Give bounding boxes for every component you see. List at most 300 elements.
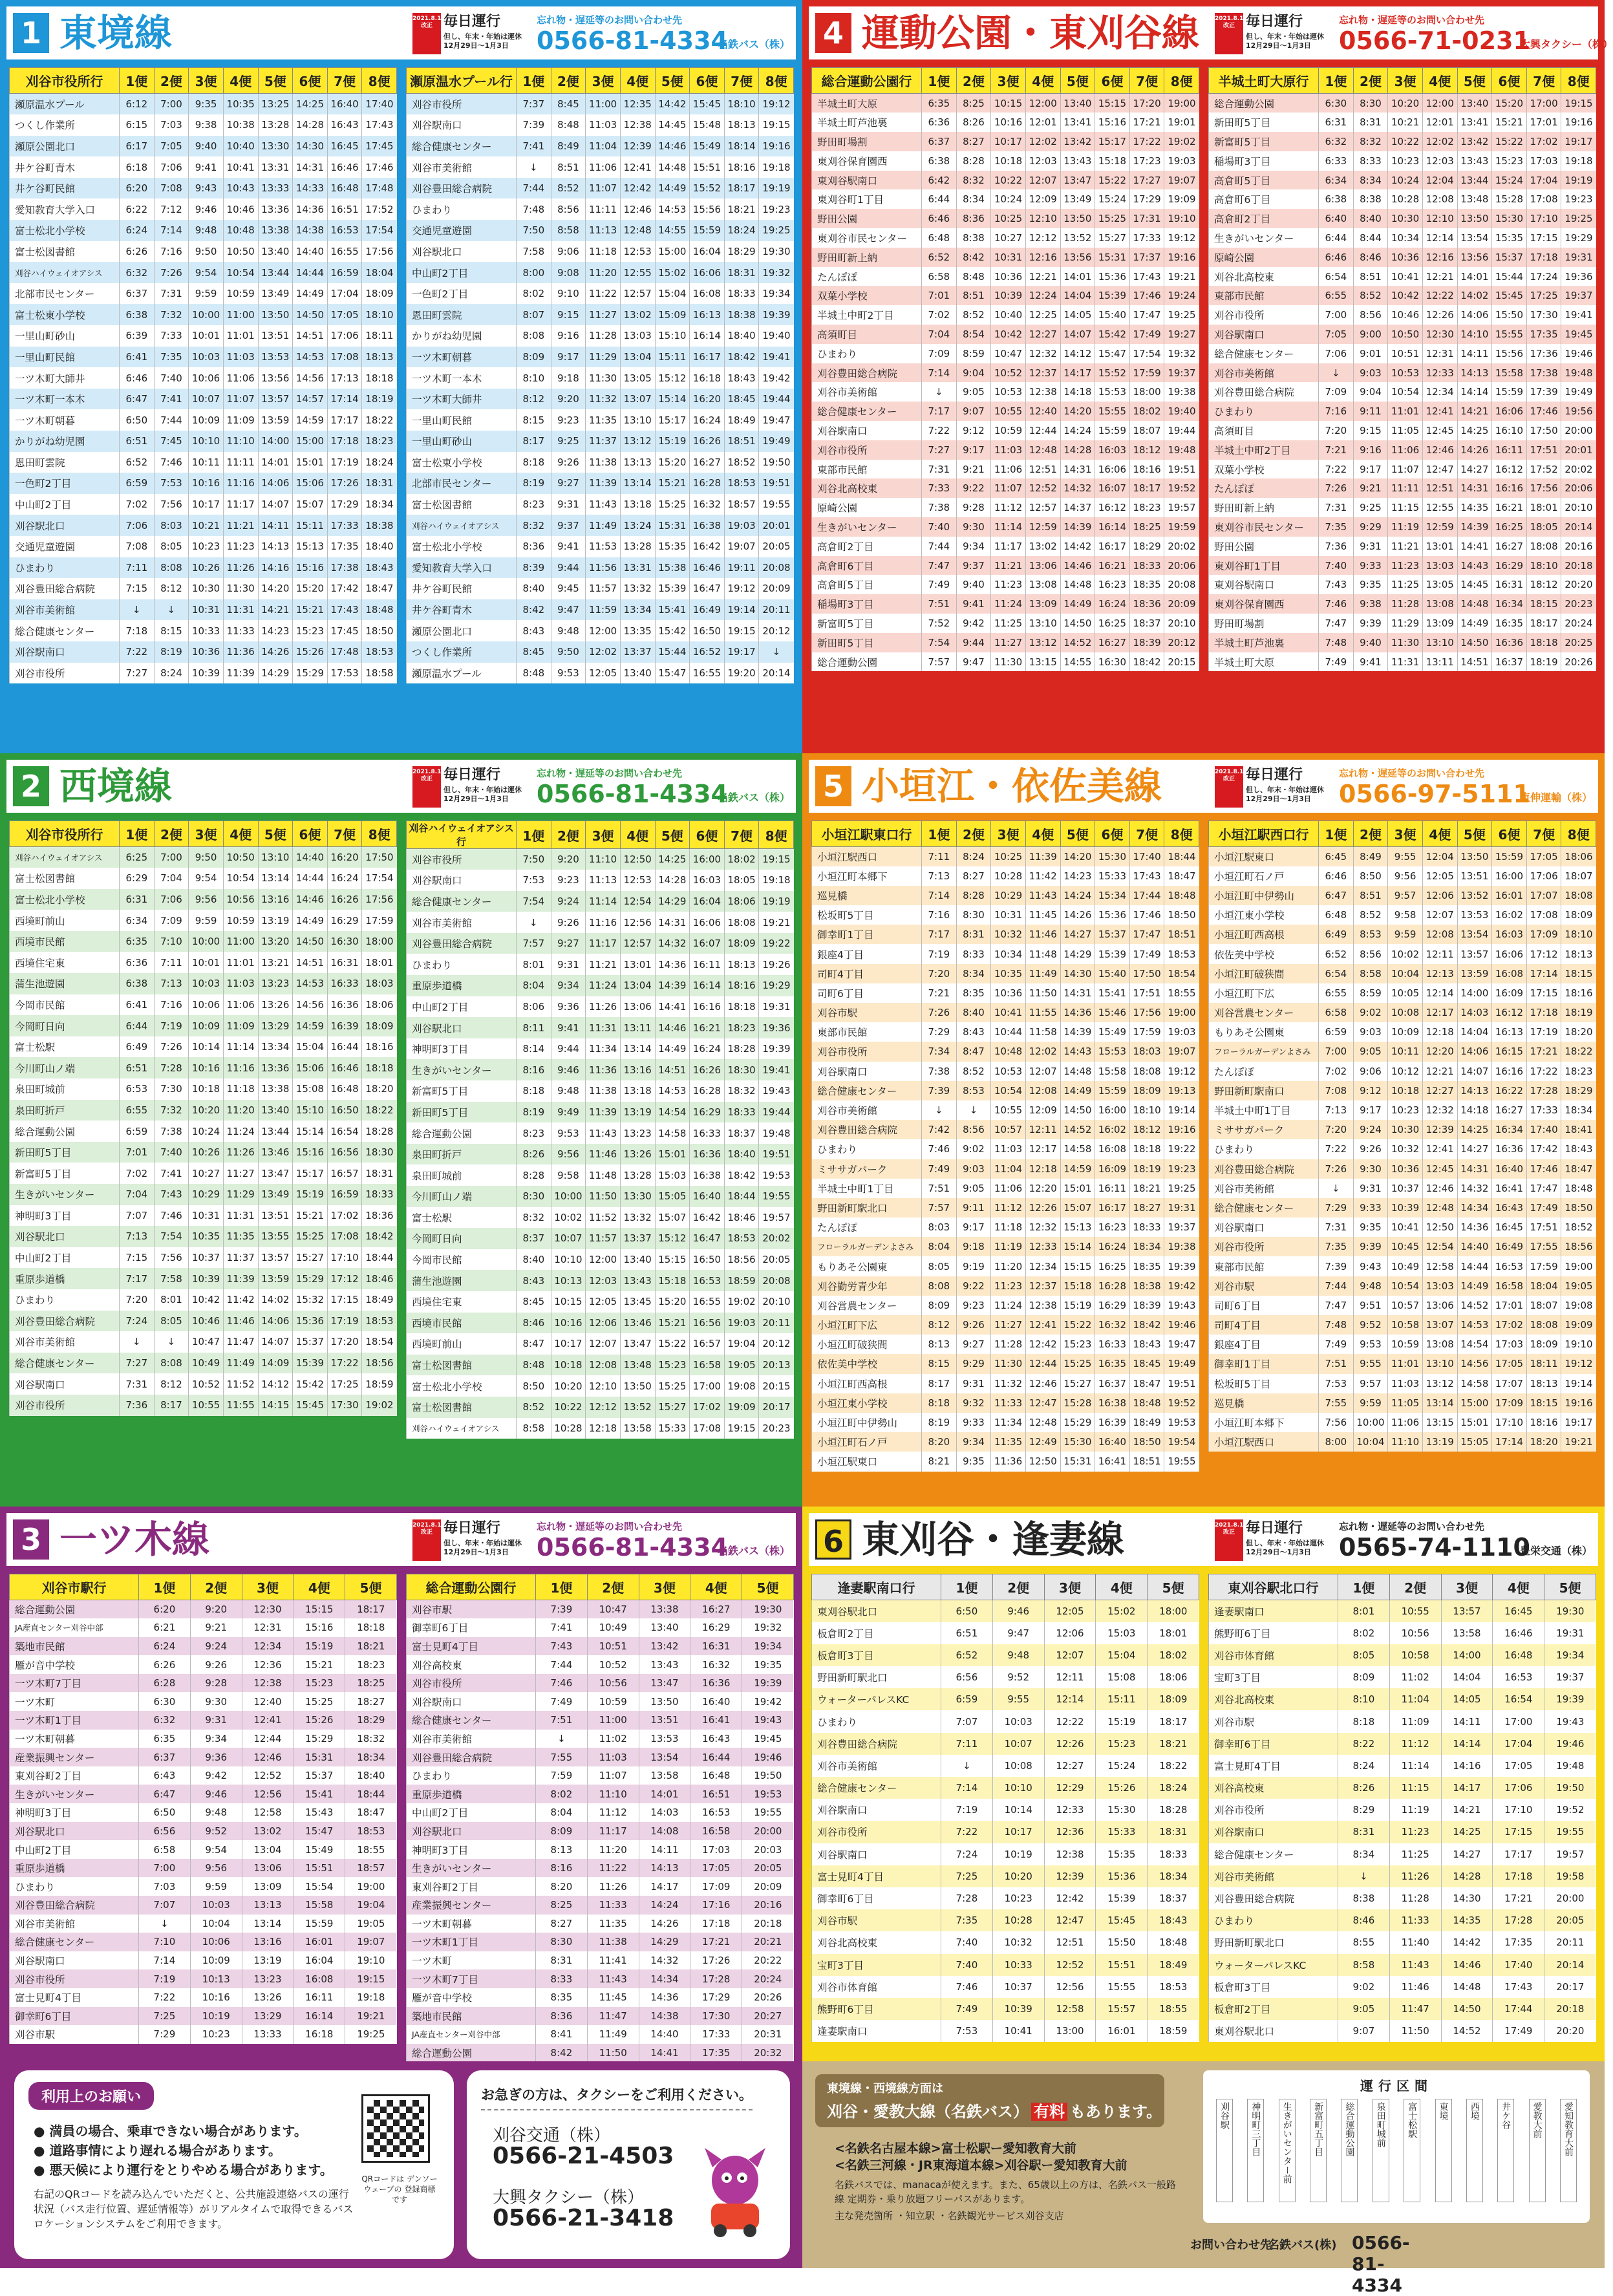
departure-time: 16:38: [690, 1164, 725, 1186]
taxi-phone-1: 0566-21-4503: [493, 2143, 674, 2169]
stop-name: 総合運動公園: [407, 2044, 536, 2063]
departure-time: 18:00: [1148, 1600, 1199, 1622]
departure-time: 12:41: [1025, 1315, 1060, 1335]
line-number: 6: [815, 1519, 851, 1560]
stop-row: [407, 1270, 794, 1291]
departure-time: 8:58: [551, 220, 586, 241]
departure-time: 7:43: [1319, 575, 1354, 594]
departure-time: 15:25: [655, 494, 690, 515]
departure-time: 17:10: [1526, 209, 1561, 228]
departure-time: 10:55: [189, 1395, 224, 1416]
stop-name: 刈谷市役所: [1209, 305, 1319, 325]
departure-time: 16:04: [294, 1951, 345, 1970]
departure-time: 15:15: [655, 1249, 690, 1271]
departure-time: 15:51: [690, 156, 725, 178]
departure-time: 8:06: [517, 996, 551, 1018]
departure-time: 17:33: [327, 515, 362, 536]
departure-time: 12:16: [1422, 248, 1457, 267]
departure-time: 10:38: [223, 114, 258, 136]
departure-time: 7:03: [139, 1877, 191, 1896]
departure-time: 13:40: [639, 1618, 690, 1637]
departure-time: 20:05: [759, 1249, 794, 1271]
trip-header: 2便: [587, 1574, 639, 1600]
stop-row: [10, 494, 397, 515]
trip-header: 4便: [1025, 821, 1060, 847]
timetable-inbound: [1208, 821, 1596, 1452]
departure-time: 7:38: [154, 1121, 189, 1142]
departure-time: 17:46: [1129, 286, 1164, 305]
stop-name: 総合健康センター: [1209, 344, 1319, 363]
departure-time: 15:59: [1095, 1081, 1130, 1100]
departure-time: 15:22: [1492, 132, 1527, 151]
departure-time: 15:39: [1095, 286, 1130, 305]
departure-time: 18:56: [1561, 1237, 1596, 1256]
departure-time: 13:34: [620, 599, 655, 621]
departure-time: 10:31: [991, 248, 1026, 267]
departure-time: ↓: [120, 599, 155, 621]
departure-time: 20:18: [742, 1915, 794, 1933]
departure-time: 13:49: [258, 1184, 293, 1205]
departure-time: 16:20: [690, 389, 725, 410]
departure-time: 16:34: [1492, 594, 1527, 614]
stop-row: [1209, 1622, 1596, 1644]
departure-time: 12:32: [1422, 1100, 1457, 1120]
stop-row: [10, 1163, 397, 1184]
departure-time: 16:24: [327, 868, 362, 889]
departure-time: 8:36: [517, 536, 551, 557]
departure-time: 14:10: [1457, 325, 1492, 344]
departure-time: 14:53: [293, 347, 328, 368]
stop-row: [407, 409, 794, 431]
departure-time: 10:28: [1388, 189, 1423, 209]
departure-time: 11:55: [1025, 1003, 1060, 1022]
departure-time: 6:29: [120, 868, 155, 889]
departure-time: 15:31: [655, 515, 690, 536]
departure-time: 13:43: [639, 1655, 690, 1674]
stop-name: 一色町2丁目: [10, 473, 120, 494]
departure-time: 17:48: [327, 641, 362, 663]
departure-time: 18:37: [1129, 614, 1164, 633]
stop-row: [407, 1655, 794, 1674]
departure-time: 8:56: [1353, 944, 1388, 963]
departure-time: 9:07: [1338, 2020, 1390, 2042]
departure-time: 8:32: [517, 515, 551, 536]
stop-name: 小垣江町本郷下: [812, 866, 922, 886]
contact-phone: 0566-81-4334: [1352, 2232, 1410, 2296]
departure-time: 7:33: [154, 325, 189, 347]
stop-name: 重原歩道橋: [10, 1268, 120, 1289]
departure-time: 19:37: [1164, 1218, 1199, 1237]
revision-date: 2021.8.1 改正: [1215, 1519, 1243, 1561]
departure-time: 8:23: [517, 494, 551, 515]
departure-time: 8:19: [517, 1102, 551, 1123]
departure-time: 15:47: [655, 663, 690, 684]
departure-time: 8:48: [956, 267, 991, 286]
departure-time: 12:40: [1025, 402, 1060, 421]
departure-time: 10:18: [551, 1355, 586, 1376]
trip-header: 5便: [1148, 1574, 1199, 1600]
departure-time: 6:31: [1319, 113, 1354, 132]
departure-time: 7:44: [922, 537, 957, 556]
departure-time: 11:23: [1388, 556, 1423, 575]
departure-time: 16:01: [1492, 886, 1527, 905]
route-stop: 西境: [1466, 2099, 1483, 2202]
departure-time: 8:52: [517, 1397, 551, 1418]
stop-name: 高倉町5丁目: [812, 575, 922, 594]
departure-time: 19:27: [1164, 325, 1199, 344]
trip-header: 1便: [517, 68, 551, 94]
departure-time: 20:10: [1164, 614, 1199, 633]
stop-name: 東部市民館: [812, 1022, 922, 1042]
departure-time: 8:48: [551, 114, 586, 136]
stop-name: 中山町2丁目: [407, 262, 517, 283]
departure-time: 18:18: [362, 367, 397, 389]
stop-name: 東刈谷町1丁目: [1209, 556, 1319, 575]
departure-time: 18:53: [345, 1822, 397, 1841]
trip-header: 2便: [154, 68, 189, 94]
departure-time: 17:56: [362, 241, 397, 263]
departure-time: 18:40: [724, 325, 759, 347]
trip-header: 3便: [639, 1574, 690, 1600]
departure-time: 7:28: [154, 1057, 189, 1078]
departure-time: 20:20: [1544, 2020, 1596, 2042]
departure-time: 19:30: [759, 241, 794, 263]
stop-row: [1209, 1413, 1596, 1432]
stop-row: [1209, 575, 1596, 594]
departure-time: 11:58: [1025, 1022, 1060, 1042]
stop-name: 中山町2丁目: [407, 1803, 536, 1822]
departure-time: 8:52: [956, 305, 991, 325]
departure-time: 9:47: [992, 1622, 1044, 1644]
departure-time: 13:15: [1422, 1413, 1457, 1432]
departure-time: 17:33: [690, 2025, 742, 2044]
departure-time: 10:08: [992, 1755, 1044, 1777]
trip-header: 2便: [1353, 821, 1388, 847]
departure-time: 17:22: [327, 1353, 362, 1374]
trip-header: 5便: [1544, 1574, 1596, 1600]
departure-time: 17:31: [1129, 209, 1164, 228]
departure-time: 17:08: [327, 347, 362, 368]
stop-name: 刈谷市美術館: [10, 599, 120, 621]
stop-row: [812, 1179, 1199, 1198]
departure-time: 19:48: [1561, 363, 1596, 383]
departure-time: 13:33: [258, 178, 293, 199]
departure-time: 18:44: [1164, 847, 1199, 866]
departure-time: 17:48: [362, 178, 397, 199]
departure-time: 18:59: [724, 1270, 759, 1291]
departure-time: 14:39: [655, 975, 690, 996]
departure-time: 17:15: [1526, 228, 1561, 248]
stop-name: 東刈谷町1丁目: [812, 189, 922, 209]
stop-name: ひまわり: [1209, 1909, 1338, 1931]
departure-time: 18:49: [1129, 1413, 1164, 1432]
departure-time: 15:27: [655, 1397, 690, 1418]
departure-time: 19:55: [1544, 1821, 1596, 1843]
departure-time: 14:30: [293, 136, 328, 157]
stop-row: [812, 847, 1199, 866]
departure-time: 18:54: [362, 1331, 397, 1353]
departure-time: 8:04: [517, 975, 551, 996]
stop-name: 新富町5丁目: [407, 1080, 517, 1102]
departure-time: 7:30: [154, 1078, 189, 1100]
departure-time: 7:11: [120, 557, 155, 579]
departure-time: 13:19: [242, 1951, 294, 1970]
stop-row: [10, 910, 397, 931]
departure-time: 15:37: [293, 1331, 328, 1353]
departure-time: 15:09: [655, 304, 690, 325]
stop-row: [812, 1296, 1199, 1315]
departure-time: 6:20: [139, 1600, 191, 1619]
departure-time: 6:30: [1319, 94, 1354, 113]
departure-time: 14:56: [293, 367, 328, 389]
departure-time: 12:52: [242, 1766, 294, 1785]
departure-time: 10:22: [991, 171, 1026, 190]
departure-time: 13:07: [1422, 1315, 1457, 1335]
departure-time: 8:02: [517, 283, 551, 305]
trip-header: 5便: [742, 1574, 794, 1600]
departure-time: 16:47: [690, 578, 725, 599]
departure-time: 18:12: [1129, 440, 1164, 460]
stop-name: ひまわり: [812, 1710, 941, 1732]
trip-header: 3便: [586, 821, 621, 849]
departure-time: 20:01: [1561, 440, 1596, 460]
stop-row: [10, 178, 397, 199]
stop-row: [812, 132, 1199, 151]
departure-time: 11:35: [223, 1226, 258, 1247]
stop-name: 刈谷北高校東: [812, 1931, 941, 1953]
departure-time: 15:29: [1060, 1413, 1095, 1432]
stop-name: 富士松図書館: [10, 241, 120, 263]
departure-time: 18:15: [1526, 594, 1561, 614]
departure-time: 9:23: [551, 870, 586, 891]
departure-time: 16:03: [1492, 925, 1527, 944]
departure-time: 18:33: [1129, 556, 1164, 575]
departure-time: 7:22: [120, 641, 155, 663]
stop-name: 瀬原公園北口: [10, 136, 120, 157]
stop-row: [1209, 866, 1596, 886]
departure-time: 12:03: [1025, 151, 1060, 171]
departure-time: 8:58: [1338, 1954, 1390, 1976]
trip-header: 4便: [223, 68, 258, 94]
trip-header: 1便: [1319, 821, 1354, 847]
departure-time: 12:56: [1044, 1976, 1096, 1998]
departure-time: 15:00: [1457, 1393, 1492, 1413]
stop-row: [407, 996, 794, 1018]
departure-time: 11:05: [1388, 421, 1423, 440]
departure-time: 12:06: [586, 1313, 621, 1334]
stop-name: 巡見橋: [812, 886, 922, 905]
stop-name: ひまわり: [407, 1766, 536, 1785]
departure-time: 16:12: [1492, 1003, 1527, 1022]
departure-time: 11:18: [586, 241, 621, 263]
departure-time: 9:20: [551, 849, 586, 870]
departure-time: 10:48: [223, 220, 258, 241]
stop-name: JA産直センター刈谷中部: [10, 1618, 139, 1637]
departure-time: 19:57: [1164, 498, 1199, 517]
stop-row: [1209, 1237, 1596, 1256]
departure-time: 10:54: [223, 868, 258, 889]
mascot-icon: [700, 2141, 771, 2238]
departure-time: 15:15: [294, 1600, 345, 1619]
departure-time: 12:56: [242, 1785, 294, 1803]
departure-time: 11:27: [223, 1163, 258, 1184]
stop-name: 刈谷市役所: [812, 1042, 922, 1061]
departure-time: 9:40: [189, 136, 224, 157]
departure-time: 13:40: [258, 241, 293, 263]
stop-row: [812, 1198, 1199, 1218]
departure-time: 14:55: [1060, 652, 1095, 672]
departure-time: 16:57: [690, 1333, 725, 1355]
departure-time: 10:59: [1388, 1335, 1423, 1354]
departure-time: 10:08: [1388, 1003, 1423, 1022]
departure-time: 13:14: [620, 473, 655, 494]
stop-row: [812, 1887, 1199, 1909]
stop-name: 一ツ木町: [407, 1951, 536, 1970]
departure-time: 6:47: [139, 1785, 191, 1803]
departure-time: 15:48: [690, 114, 725, 136]
departure-time: 7:54: [922, 633, 957, 652]
stop-name: 高倉町5丁目: [1209, 171, 1319, 190]
departure-time: 12:21: [1422, 267, 1457, 286]
departure-time: 14:40: [1457, 1237, 1492, 1256]
departure-time: 8:45: [551, 94, 586, 115]
contact-company: 名鉄バス(株): [1268, 2238, 1337, 2252]
departure-time: 19:18: [1561, 151, 1596, 171]
departure-time: 18:20: [1526, 1432, 1561, 1452]
timetable-inbound: [406, 1574, 794, 2062]
departure-time: 18:45: [724, 389, 759, 410]
departure-time: 17:26: [327, 473, 362, 494]
departure-time: 19:48: [759, 1122, 794, 1144]
stop-name: 井ケ谷町青木: [407, 599, 517, 621]
stop-row: [10, 1121, 397, 1142]
departure-time: 18:48: [362, 599, 397, 621]
departure-time: 7:41: [154, 389, 189, 410]
stop-row: [1209, 1003, 1596, 1022]
departure-time: 14:07: [258, 1331, 293, 1353]
departure-time: 8:54: [956, 325, 991, 344]
departure-time: 11:13: [586, 220, 621, 241]
departure-time: 15:45: [1096, 1909, 1148, 1931]
departure-time: 15:47: [294, 1822, 345, 1841]
departure-time: 8:55: [1338, 1931, 1390, 1953]
stop-name: 刈谷市役所: [10, 1395, 120, 1416]
departure-time: 6:44: [922, 189, 957, 209]
departure-time: 11:57: [586, 578, 621, 599]
qr-code-icon[interactable]: [363, 2096, 428, 2161]
departure-time: 20:00: [1544, 1887, 1596, 1909]
departure-time: 14:25: [1441, 1821, 1493, 1843]
departure-time: 8:33: [956, 944, 991, 963]
departure-time: 10:32: [1388, 1139, 1423, 1159]
stop-row: [1209, 1976, 1596, 1998]
departure-time: 10:30: [189, 578, 224, 599]
departure-time: 11:19: [991, 1237, 1026, 1256]
departure-time: 11:29: [223, 1184, 258, 1205]
stop-row: [407, 1038, 794, 1060]
stop-name: 東刈谷駅北口: [1209, 2020, 1338, 2042]
departure-time: 18:48: [1129, 1393, 1164, 1413]
departure-time: 18:13: [724, 954, 759, 975]
departure-time: 19:47: [759, 409, 794, 431]
departure-time: 14:20: [1060, 402, 1095, 421]
departure-time: 17:50: [1129, 964, 1164, 983]
stop-name: 今岡町日向: [10, 1015, 120, 1036]
departure-time: 18:45: [1129, 1354, 1164, 1373]
departure-time: 18:47: [345, 1803, 397, 1822]
departure-time: 6:55: [1319, 286, 1354, 305]
stop-row: [1209, 1218, 1596, 1237]
stop-name: 井ケ谷町民館: [10, 178, 120, 199]
direction-header: 刈谷市駅行: [10, 1574, 139, 1600]
departure-time: 14:03: [1457, 1003, 1492, 1022]
departure-time: 14:07: [1060, 325, 1095, 344]
departure-time: 10:25: [991, 209, 1026, 228]
stop-name: 西境住宅東: [407, 1291, 517, 1313]
departure-time: 10:52: [587, 1655, 639, 1674]
departure-time: 17:27: [1129, 171, 1164, 190]
departure-time: 18:42: [1129, 1315, 1164, 1335]
stop-row: [10, 2025, 397, 2044]
departure-time: 19:58: [1544, 1865, 1596, 1887]
departure-time: 8:35: [536, 1988, 588, 2007]
departure-time: 18:46: [724, 1207, 759, 1228]
departure-time: 18:07: [1526, 1296, 1561, 1315]
departure-time: 14:40: [639, 2025, 690, 2044]
revision-date: 2021.8.1 改正: [412, 13, 441, 54]
departure-time: 9:34: [551, 975, 586, 996]
stop-name: 総合運動公園: [1209, 94, 1319, 113]
stop-row: [407, 1766, 794, 1785]
departure-time: 18:08: [1129, 1062, 1164, 1081]
departure-time: 6:18: [120, 156, 155, 178]
departure-time: 20:00: [742, 1822, 794, 1841]
departure-time: 7:46: [1319, 594, 1354, 614]
departure-time: 17:09: [1526, 925, 1561, 944]
stop-name: たんぽぽ: [812, 1218, 922, 1237]
departure-time: 7:26: [1319, 1159, 1354, 1179]
stop-row: [10, 515, 397, 536]
departure-time: 11:13: [586, 870, 621, 891]
stop-row: [407, 1313, 794, 1334]
departure-time: 9:18: [956, 1237, 991, 1256]
departure-time: 11:12: [587, 1803, 639, 1822]
departure-time: 8:13: [922, 1335, 957, 1354]
departure-time: 10:12: [1388, 1062, 1423, 1081]
stop-row: [1209, 1644, 1596, 1666]
departure-time: 15:23: [1492, 151, 1527, 171]
departure-time: 16:27: [1492, 537, 1527, 556]
departure-time: 9:46: [551, 1059, 586, 1080]
departure-time: 16:16: [1492, 1062, 1527, 1081]
stop-name: 雁が音中学校: [407, 1988, 536, 2007]
departure-time: 18:53: [1164, 944, 1199, 963]
stop-row: [812, 1799, 1199, 1821]
stop-row: [812, 286, 1199, 305]
departure-time: 16:50: [690, 620, 725, 641]
departure-time: 9:35: [1353, 1218, 1388, 1237]
departure-time: 12:17: [1422, 1003, 1457, 1022]
departure-time: 16:27: [1095, 633, 1130, 652]
stop-name: 東刈谷町2丁目: [407, 1877, 536, 1896]
departure-time: 14:13: [1457, 1081, 1492, 1100]
stop-name: 稲場町3丁目: [1209, 151, 1319, 171]
stop-row: [407, 304, 794, 325]
departure-time: 16:29: [1492, 556, 1527, 575]
departure-time: 14:34: [639, 1969, 690, 1988]
departure-time: 17:59: [1129, 1022, 1164, 1042]
departure-time: 10:07: [189, 389, 224, 410]
